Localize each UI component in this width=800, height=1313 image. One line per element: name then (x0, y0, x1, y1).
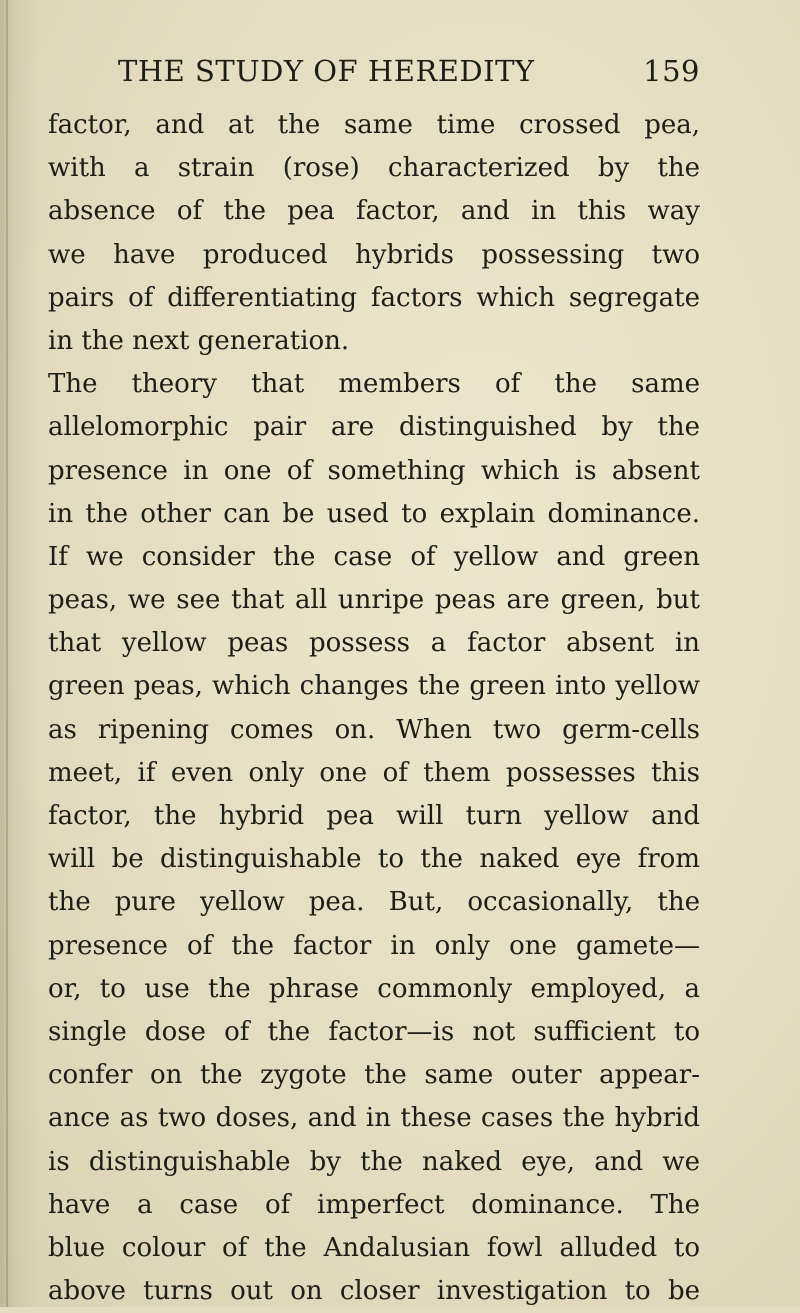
text-line: or, to use the phrase commonly employed, a (48, 973, 700, 1004)
text-line: factor, and at the same time crossed pea, (48, 110, 700, 140)
text-line: peas, we see that all unripe peas are green, but (48, 585, 700, 616)
text-line: will be distinguishable to the naked eye from (48, 844, 700, 875)
text-line: confer on the zygote the same outer appear- (48, 1060, 700, 1091)
text-line: absence of the pea factor, and in this way (48, 196, 700, 227)
text-line-paragraph-end: in the next generation. (48, 325, 350, 356)
text-line: that yellow peas possess a factor absent in (48, 628, 700, 659)
text-line: with a strain (rose) characterized by the (48, 153, 700, 184)
text-line: presence in one of something which is absent (48, 455, 700, 486)
text-line: in the other can be used to explain dominance. (48, 498, 700, 529)
text-line: above turns out on closer investigation to be (48, 1276, 700, 1307)
text-line: green peas, which changes the green into yellow (48, 671, 700, 702)
text-line: pairs of differentiating factors which segregate (48, 282, 700, 313)
text-line: meet, if even only one of them possesses this (48, 757, 700, 788)
text-line: If we consider the case of yellow and green (48, 541, 700, 572)
text-line: the pure yellow pea. But, occasionally, the (48, 887, 700, 918)
page-number: 159 (643, 54, 700, 88)
running-head-title: THE STUDY OF HEREDITY (118, 54, 535, 88)
body-text (48, 104, 700, 1313)
text-line: presence of the factor in only one gamete— (48, 930, 700, 961)
running-head (118, 54, 700, 98)
text-line: we have produced hybrids possessing two (48, 239, 700, 270)
text-line: have a case of imperfect dominance. The (48, 1189, 700, 1220)
text-line: is distinguishable by the naked eye, and we (48, 1146, 700, 1177)
text-line: blue colour of the Andalusian fowl alluded to (48, 1232, 700, 1263)
text-line: ance as two doses, and in these cases the hybrid (48, 1103, 700, 1134)
text-line: as ripening comes on. When two germ-cells (48, 714, 700, 745)
text-line: single dose of the factor—is not sufficient to (48, 1016, 700, 1047)
text-line: factor, the hybrid pea will turn yellow and (48, 801, 700, 831)
text-line: allelomorphic pair are distinguished by the (48, 412, 700, 443)
text-line-paragraph-start: The theory that members of the same (48, 369, 700, 400)
page-binding-edge (6, 0, 8, 1307)
